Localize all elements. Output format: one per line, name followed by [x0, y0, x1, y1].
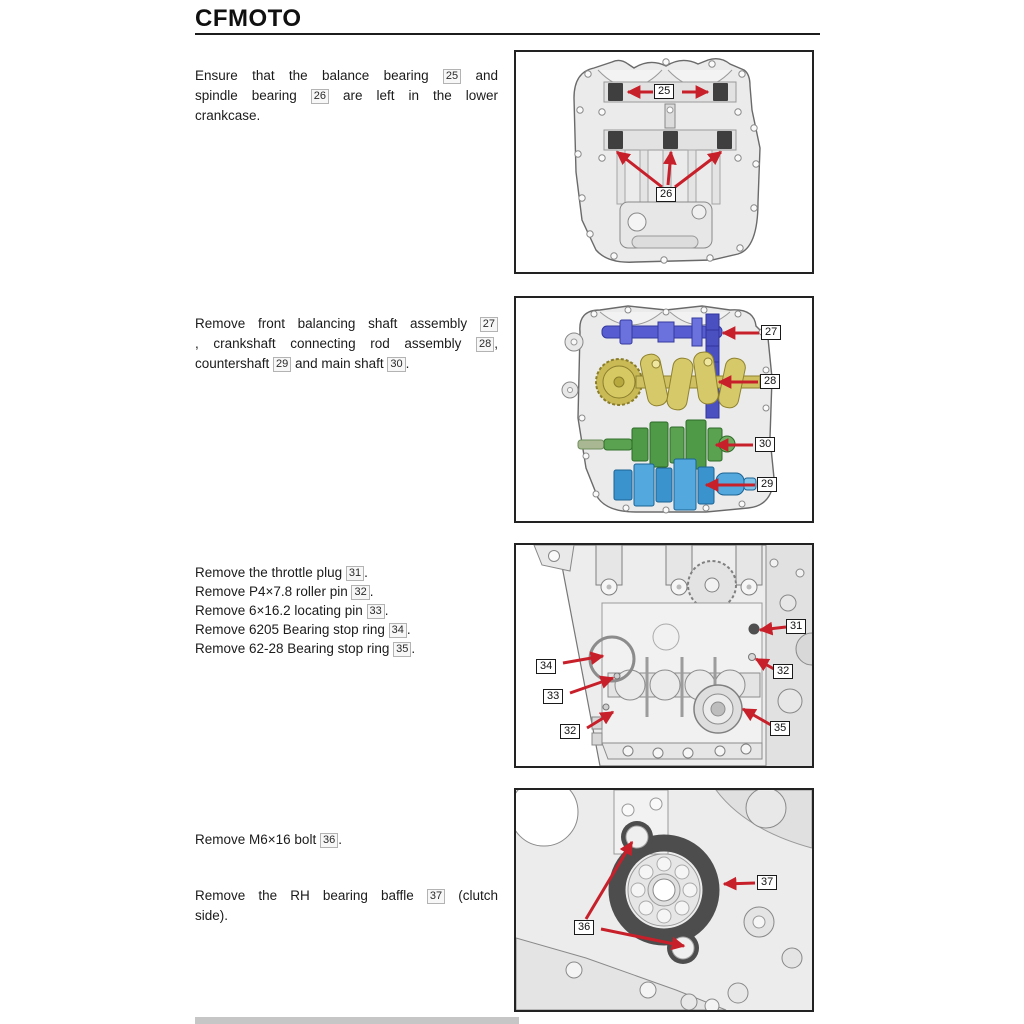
- callout-ref-26: 26: [311, 89, 329, 104]
- figure-shaft-assemblies: [514, 296, 814, 523]
- callout-ref-27: 27: [480, 317, 498, 332]
- callout-36: 36: [574, 920, 594, 935]
- callout-ref-25: 25: [443, 69, 461, 84]
- callout-ref-33: 33: [367, 604, 385, 619]
- callout-ref-32: 32: [351, 585, 369, 600]
- callout-37: 37: [757, 875, 777, 890]
- callout-ref-35: 35: [393, 642, 411, 657]
- instruction-line: countershaft 29 and main shaft 30 .: [195, 356, 410, 371]
- instruction-block-baffle: [195, 886, 498, 926]
- figure-lower-crankcase-bearings: [514, 50, 814, 274]
- instruction-line: Remove 6×16.2 locating pin 33 .: [195, 603, 389, 618]
- instruction-line: Remove 62-28 Bearing stop ring 35 .: [195, 641, 416, 656]
- instruction-line: Remove M6×16 bolt 36 .: [195, 832, 342, 847]
- callout-32-right: 32: [773, 664, 793, 679]
- callout-33: 33: [543, 689, 563, 704]
- instruction-line: Remove 6205 Bearing stop ring 34 .: [195, 622, 411, 637]
- bearing-baffle-drawing: [516, 790, 812, 1010]
- instruction-line: Ensure that the balance bearing 25 and: [195, 68, 499, 83]
- instruction-line: spindle bearing 26 are left in the lower: [195, 88, 498, 103]
- instruction-line: Remove front balancing shaft assembly 27: [195, 314, 498, 334]
- header-rule: [195, 33, 820, 35]
- callout-32-left: 32: [560, 724, 580, 739]
- callout-31: 31: [786, 619, 806, 634]
- callout-35: 35: [770, 721, 790, 736]
- figure-pins-stop-rings: [514, 543, 814, 768]
- page-bottom-bar: [195, 1017, 519, 1024]
- instruction-line: crankcase.: [195, 108, 261, 123]
- instruction-block-bearings: [195, 66, 498, 126]
- instruction-line: Remove the throttle plug 31 .: [195, 565, 368, 580]
- callout-ref-34: 34: [389, 623, 407, 638]
- instruction-line: Remove the RH bearing baffle 37 (clutch: [195, 888, 499, 903]
- callout-ref-30: 30: [387, 357, 405, 372]
- callout-25: 25: [654, 84, 674, 99]
- callout-30: 30: [755, 437, 775, 452]
- callout-34: 34: [536, 659, 556, 674]
- instruction-block-shafts: [195, 314, 498, 374]
- callout-ref-31: 31: [346, 566, 364, 581]
- callout-ref-28: 28: [476, 337, 494, 352]
- bearing: [628, 854, 700, 926]
- callout-29: 29: [757, 477, 777, 492]
- callout-ref-29: 29: [273, 357, 291, 372]
- instruction-block-bolt: [195, 830, 498, 850]
- callout-28: 28: [760, 374, 780, 389]
- instruction-line: Remove P4×7.8 roller pin 32 .: [195, 584, 374, 599]
- callout-26: 26: [656, 187, 676, 202]
- figure-bearing-baffle: [514, 788, 814, 1012]
- instruction-line: , crankshaft connecting rod assembly 28 ,: [195, 336, 498, 351]
- instruction-line: side).: [195, 908, 229, 923]
- callout-27: 27: [761, 325, 781, 340]
- instruction-block-pins: [195, 563, 498, 658]
- page-title: CFMOTO: [195, 5, 302, 32]
- callout-ref-36: 36: [320, 833, 338, 848]
- callout-ref-37: 37: [427, 889, 445, 904]
